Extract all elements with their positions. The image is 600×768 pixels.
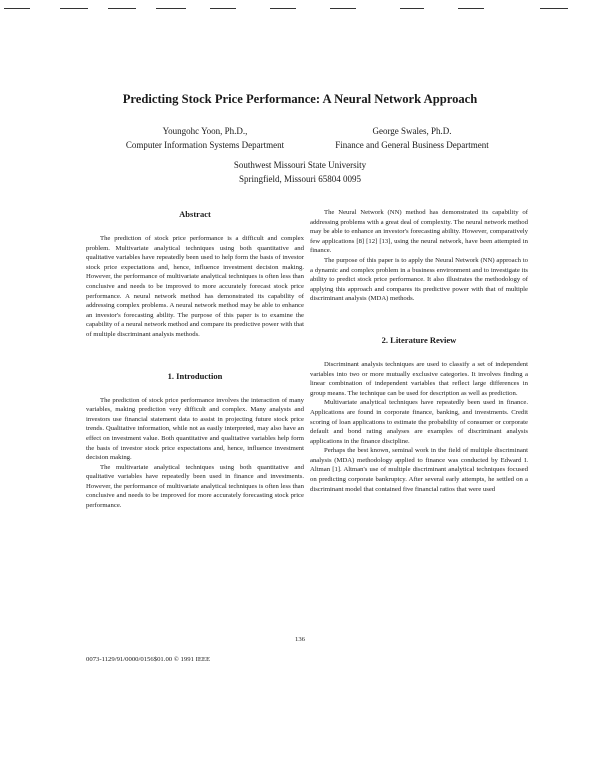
intro-continued-paragraph: The purpose of this paper is to apply the Neural Network (NN) approach to a dynamic and complex problem in a business environment and to investigate its ability to predict stock price performance. It also illustrates the methodology of applying this approach and compares its predictive power with that of multiple discriminant analysis (MDA) methods.	[310, 256, 528, 303]
introduction-paragraph: The prediction of stock price performance involves the interaction of many variables, making prediction very difficult and complex. Many analysts and investors use financial statement data to assist in projecting future stock price trends. Qualitative information, while not as easily interpreted, may also have an effect on investment value. Both quantitative and qualitative variables help form the basis of investor stock price expectations and, hence, influence investment decision making.	[86, 396, 304, 462]
affiliation	[150, 158, 450, 186]
university-name: Southwest Missouri State University	[233, 160, 367, 170]
author-department: Finance and General Business Department	[335, 140, 489, 150]
header-mark	[210, 8, 236, 9]
literature-paragraph: Discriminant analysis techniques are used to classify a set of independent variables into two or more mutually exclusive categories. It involves finding a linear combination of independent variables that reflect large differences in group means. The technique can be used for description as well as prediction.	[310, 360, 528, 397]
introduction-paragraph: The multivariate analytical techniques using both quantitative and qualitative variables have repeatedly been used in finance and investments. However, the performance of multivariate analytical techniques is often less than conclusive and needs to be improved for more accurately forecasting stock price performance.	[86, 463, 304, 510]
introduction-heading: 1. Introduction	[167, 370, 223, 381]
header-mark	[60, 8, 88, 9]
abstract-text: The prediction of stock price performance is a difficult and complex problem. Multivariate analytical techniques using both quantitative and qualitative variables have repeatedly been used to help form the basis of investor stock price expectations and, hence, influence investment decision making. However, the performance of multivariate analytical techniques is often less than conclusive and needs to be improved to more accurately forecast stock price performance. A neural network method has demonstrated its capability of addressing complex problems. A neural network method may be able to enhance an investor's forecasting ability. The purpose of this paper is to examine the capability of a neural network method and compare its predictive power with that of multiple discriminant analysis methods.	[86, 235, 305, 338]
author-name: Youngohc Yoon, Ph.D.,	[162, 126, 248, 136]
header-mark	[156, 8, 186, 9]
author-block-1	[110, 124, 300, 152]
header-mark	[400, 8, 424, 9]
right-column	[310, 208, 528, 494]
left-column	[86, 208, 304, 511]
abstract-heading: Abstract	[179, 209, 211, 219]
author-department: Computer Information Systems Department	[125, 140, 285, 150]
header-mark	[4, 8, 30, 9]
header-mark	[458, 8, 484, 9]
intro-continued-paragraph: The Neural Network (NN) method has demonstrated its capability of addressing problems with a great deal of complexity. The neural network method may be able to enhance an investor's forecasting ability. However, comparatively few applications [8] [12] [13], using the neural network, have been attempted in finance.	[310, 209, 528, 255]
author-block-2	[312, 124, 512, 152]
page-number: 136	[294, 636, 306, 643]
header-mark	[330, 8, 356, 9]
paper-title: Predicting Stock Price Performance: A Neural Network Approach	[122, 92, 478, 106]
literature-heading: 2. Literature Review	[381, 334, 457, 345]
header-mark	[108, 8, 136, 9]
header-mark	[270, 8, 296, 9]
author-name: George Swales, Ph.D.	[372, 126, 452, 136]
copyright-line: 0073-1129/91/0000/0156$01.00 © 1991 IEEE	[86, 656, 211, 663]
literature-paragraph: Perhaps the best known, seminal work in the field of multiple discriminant analysis (MDA) methodology applied to finance was conducted by Edward I. Altman [1]. Altman's use of multiple discriminant analytical techniques focused on predicting corporate bankruptcy. After several early attempts, he settled on a discriminant model that contained five financial ratios that were used	[310, 447, 528, 493]
literature-paragraph: Multivariate analytical techniques have repeatedly been used in finance. Applications are found in corporate finance, banking, and investments. Credit scoring of loan applications to estimate the probability of consumer or corporate default and bond rating analyses are examples of discriminant analysis applications in the finance discipline.	[310, 399, 528, 445]
header-mark	[540, 8, 568, 9]
university-address: Springfield, Missouri 65804 0095	[238, 174, 361, 184]
